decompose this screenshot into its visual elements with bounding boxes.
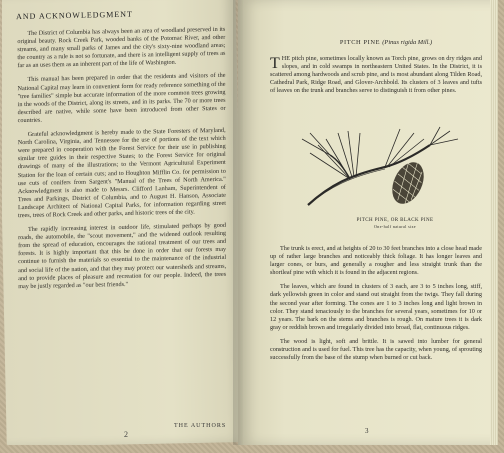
pitch-pine-illustration bbox=[290, 125, 465, 220]
description-paragraph: The leaves, which are found in clusters of 3 each, are 3 to 5 inches long, stiff, dark yellowish green in color and stand out straight from the twigs. They fall during the second year after forming. The cones are 1 to 3 inches long and light brown in color. They stand tenaciously to the branches for several years, sometimes for 10 or 12 years. The bark on the stems and branches is rough. On mature trees it is dark gray or reddish brown and irregularly divided into broad, flat, continuous ridges. bbox=[270, 283, 482, 331]
species-name: PITCH PINE bbox=[339, 39, 381, 46]
figure-caption bbox=[350, 218, 440, 230]
left-page-header: AND ACKNOWLEDGMENT bbox=[15, 9, 133, 22]
figure-caption-scale: One-half natural size bbox=[374, 224, 416, 229]
right-page-title bbox=[296, 39, 476, 46]
left-paragraph: This manual has been prepared in order that the residents and visitors of the National Capital may learn in convenient form for ready reference something of the "tree families" simple but accurate information of the more common trees growing in the woods of the District, along its streets, and in its parks. The 70 or more trees described are native, while some have been introduced from other States or countries. bbox=[17, 72, 226, 125]
left-page-text bbox=[17, 26, 226, 425]
left-paragraph: The District of Columbia has always been an area of woodland preserved in its original beauty. Rock Creek Park, wooded banks of the Potomac River, and other streams, and many small parks of James and the city's sixty-nine woodland areas; the country as a rule is not so fortunate, and there is an intelligent supply of trees as far as an uses them as an inherent part of the life of Washington. bbox=[17, 25, 226, 70]
authors-signature: THE AUTHORS bbox=[174, 423, 227, 429]
description-paragraph: The trunk is erect, and at heights of 20 to 30 feet branches into a close head made up of rather large branches and noticeably thick foliage. It has longer leaves and larger cones, or burs, and generally a rougher and less straight trunk than the shortleaf pine with which it is found in the adjacent regions. bbox=[270, 245, 482, 277]
left-paragraph: The rapidly increasing interest in outdoor life, stimulated perhaps by good roads, the automobile, the "scout movement," and the widened outlook resulting from the spread of education, encourages the rational treatment of our trees and forests. It is highly important that this be done in order that our forests may continue to furnish the materials so essential to the maintenance of the industrial and social life of the nation, and that they may protect our watersheds and streams, and to provide places of pleasure and recreation for our people. Indeed, the trees may be justly regarded as "our best friends." bbox=[18, 221, 227, 290]
left-page-number: 2 bbox=[124, 430, 128, 439]
drop-cap: T bbox=[270, 55, 280, 72]
book-gutter bbox=[233, 0, 243, 445]
left-paragraph: Grateful acknowledgment is hereby made to the State Foresters of Maryland, North Carolina, Virginia, and Tennessee for the use of portions of the text which were prepared in cooperation with the Forest Service for their use in publishing similar tree guides in their respective States; to the Forest Service for original drawings of many of the illustrations; to the Vermont Agricultural Experiment Station for the loan of certain cuts; and to Houghton Mifflin Co. for permission to use cuts of conifers from Sargent's "Manual of the Trees of North America." Acknowledgment is also made to Messrs. Clifford Lanham, Superintendent of Trees and Parkings, District of Columbia, and to August H. Hanson, Associate Landscape Architect of National Capital Parks, for information regarding street trees, trees of Rock Creek and other parks, and historic trees of the city. bbox=[17, 126, 226, 220]
intro-text: HE pitch pine, sometimes locally known as Torch pine, grows on dry ridges and slopes, and in cold swamps in northeastern United States. In the District, it is scattered among hardwoods and scrub pine, and is most abundant along Tilden Road, Cathedral Park, Ridge Road, and Glover-Archbold. Its clusters of 3 leaves and tufts of leaves on the trunk and branches serve to distinguish it from other pines. bbox=[270, 55, 482, 95]
species-description bbox=[270, 245, 482, 425]
right-page-number: 3 bbox=[365, 427, 369, 435]
page-edges bbox=[490, 0, 498, 445]
species-latin-name: (Pinus rigida Mill.) bbox=[382, 39, 433, 46]
figure-caption-title: PITCH PINE, OR BLACK PINE bbox=[356, 218, 434, 223]
description-paragraph: The wood is light, soft and brittle. It is sawed into lumber for general construction and is used for fuel. This tree has the capacity, when young, of sprouting successfully from the base of the stump when burned or cut back. bbox=[270, 337, 482, 362]
